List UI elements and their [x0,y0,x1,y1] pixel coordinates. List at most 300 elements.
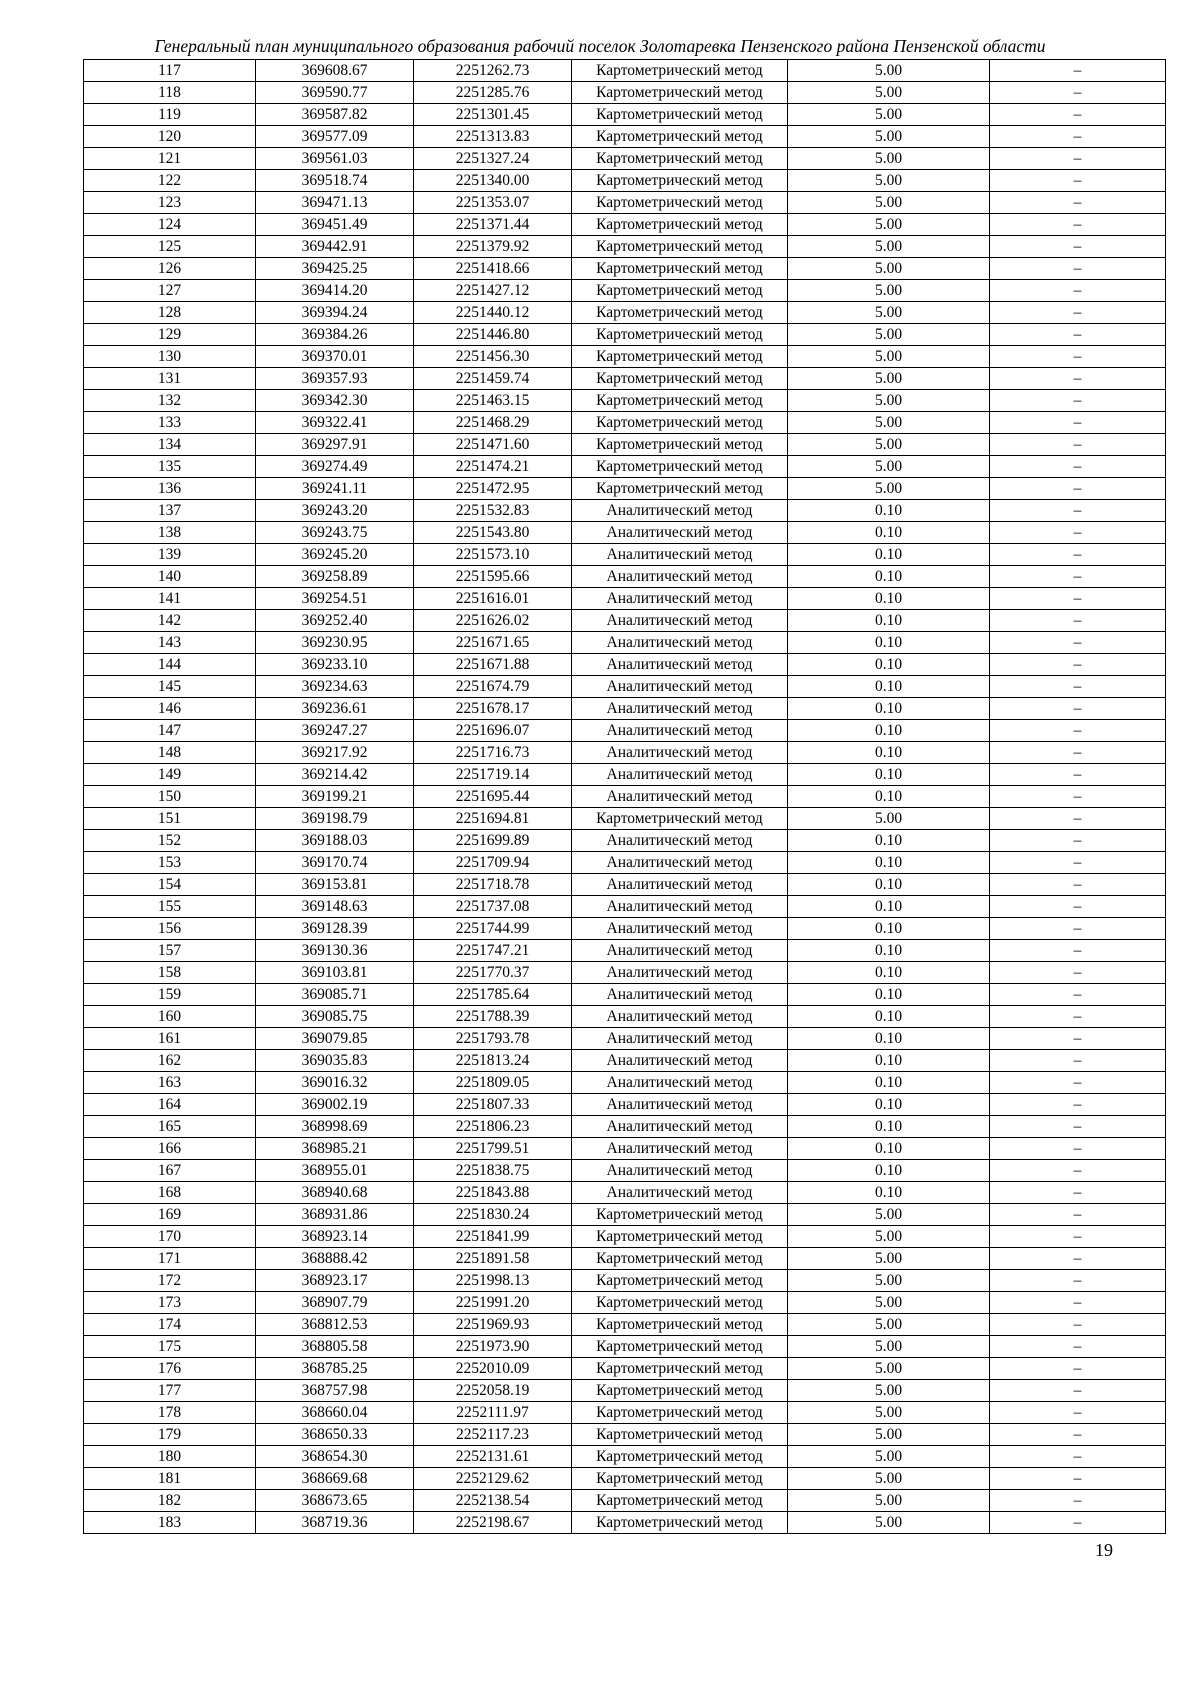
description-cell: – [990,1028,1166,1050]
point-number-cell: 181 [84,1468,256,1490]
x-coordinate-cell: 369198.79 [256,808,414,830]
description-cell: – [990,1160,1166,1182]
y-coordinate-cell: 2251471.60 [414,434,572,456]
y-coordinate-cell: 2251799.51 [414,1138,572,1160]
table-row [84,1512,1166,1534]
table-row [84,1468,1166,1490]
y-coordinate-cell: 2251813.24 [414,1050,572,1072]
method-cell: Картометрический метод [572,1270,788,1292]
method-cell: Картометрический метод [572,82,788,104]
accuracy-cell: 5.00 [788,82,990,104]
method-cell: Картометрический метод [572,1314,788,1336]
accuracy-cell: 5.00 [788,1468,990,1490]
y-coordinate-cell: 2251695.44 [414,786,572,808]
method-cell: Картометрический метод [572,148,788,170]
table-row [84,720,1166,742]
point-number-cell: 120 [84,126,256,148]
method-cell: Картометрический метод [572,456,788,478]
point-number-cell: 137 [84,500,256,522]
description-cell: – [990,654,1166,676]
accuracy-cell: 5.00 [788,1248,990,1270]
description-cell: – [990,962,1166,984]
description-cell: – [990,346,1166,368]
description-cell: – [990,60,1166,82]
accuracy-cell: 0.10 [788,764,990,786]
x-coordinate-cell: 369577.09 [256,126,414,148]
y-coordinate-cell: 2251285.76 [414,82,572,104]
x-coordinate-cell: 369274.49 [256,456,414,478]
description-cell: – [990,1314,1166,1336]
point-number-cell: 183 [84,1512,256,1534]
description-cell: – [990,82,1166,104]
x-coordinate-cell: 369245.20 [256,544,414,566]
method-cell: Аналитический метод [572,742,788,764]
description-cell: – [990,104,1166,126]
accuracy-cell: 5.00 [788,1512,990,1534]
x-coordinate-cell: 369322.41 [256,412,414,434]
table-row [84,1160,1166,1182]
description-cell: – [990,478,1166,500]
x-coordinate-cell: 369170.74 [256,852,414,874]
description-cell: – [990,1490,1166,1512]
method-cell: Аналитический метод [572,874,788,896]
y-coordinate-cell: 2251327.24 [414,148,572,170]
method-cell: Картометрический метод [572,478,788,500]
table-row [84,104,1166,126]
method-cell: Аналитический метод [572,1094,788,1116]
point-number-cell: 148 [84,742,256,764]
description-cell: – [990,588,1166,610]
method-cell: Картометрический метод [572,280,788,302]
description-cell: – [990,918,1166,940]
accuracy-cell: 5.00 [788,1358,990,1380]
point-number-cell: 147 [84,720,256,742]
accuracy-cell: 0.10 [788,984,990,1006]
description-cell: – [990,192,1166,214]
accuracy-cell: 5.00 [788,236,990,258]
table-row [84,588,1166,610]
method-cell: Картометрический метод [572,1512,788,1534]
page-number: 19 [1095,1540,1113,1560]
description-cell: – [990,1424,1166,1446]
accuracy-cell: 5.00 [788,1446,990,1468]
accuracy-cell: 0.10 [788,500,990,522]
description-cell: – [990,434,1166,456]
point-number-cell: 142 [84,610,256,632]
accuracy-cell: 5.00 [788,1380,990,1402]
x-coordinate-cell: 368812.53 [256,1314,414,1336]
description-cell: – [990,1468,1166,1490]
point-number-cell: 160 [84,1006,256,1028]
description-cell: – [990,1292,1166,1314]
x-coordinate-cell: 369153.81 [256,874,414,896]
table-row [84,1402,1166,1424]
table-row [84,434,1166,456]
description-cell: – [990,1358,1166,1380]
method-cell: Аналитический метод [572,1006,788,1028]
description-cell: – [990,214,1166,236]
accuracy-cell: 0.10 [788,852,990,874]
point-number-cell: 146 [84,698,256,720]
accuracy-cell: 0.10 [788,830,990,852]
point-number-cell: 150 [84,786,256,808]
method-cell: Картометрический метод [572,324,788,346]
table-row [84,390,1166,412]
y-coordinate-cell: 2251891.58 [414,1248,572,1270]
table-row [84,280,1166,302]
x-coordinate-cell: 369425.25 [256,258,414,280]
x-coordinate-cell: 369217.92 [256,742,414,764]
point-number-cell: 174 [84,1314,256,1336]
description-cell: – [990,390,1166,412]
x-coordinate-cell: 369561.03 [256,148,414,170]
point-number-cell: 169 [84,1204,256,1226]
point-number-cell: 127 [84,280,256,302]
method-cell: Картометрический метод [572,1380,788,1402]
point-number-cell: 144 [84,654,256,676]
point-number-cell: 173 [84,1292,256,1314]
y-coordinate-cell: 2251770.37 [414,962,572,984]
page-header: Генеральный план муниципального образования рабочий поселок Золотаревка Пензенского района Пензенской области [154,36,1046,56]
description-cell: – [990,566,1166,588]
point-number-cell: 153 [84,852,256,874]
y-coordinate-cell: 2251616.01 [414,588,572,610]
method-cell: Аналитический метод [572,654,788,676]
table-row [84,940,1166,962]
description-cell: – [990,786,1166,808]
point-number-cell: 180 [84,1446,256,1468]
accuracy-cell: 0.10 [788,720,990,742]
x-coordinate-cell: 369297.91 [256,434,414,456]
y-coordinate-cell: 2252198.67 [414,1512,572,1534]
table-row [84,544,1166,566]
point-number-cell: 143 [84,632,256,654]
x-coordinate-cell: 369471.13 [256,192,414,214]
y-coordinate-cell: 2251696.07 [414,720,572,742]
description-cell: – [990,1270,1166,1292]
point-number-cell: 168 [84,1182,256,1204]
accuracy-cell: 5.00 [788,1314,990,1336]
accuracy-cell: 0.10 [788,1072,990,1094]
accuracy-cell: 5.00 [788,302,990,324]
description-cell: – [990,1094,1166,1116]
point-number-cell: 176 [84,1358,256,1380]
description-cell: – [990,500,1166,522]
x-coordinate-cell: 369035.83 [256,1050,414,1072]
accuracy-cell: 5.00 [788,1402,990,1424]
description-cell: – [990,1204,1166,1226]
accuracy-cell: 0.10 [788,1006,990,1028]
point-number-cell: 124 [84,214,256,236]
table-row [84,1204,1166,1226]
accuracy-cell: 0.10 [788,1138,990,1160]
table-body [84,60,1166,1534]
method-cell: Картометрический метод [572,1446,788,1468]
description-cell: – [990,324,1166,346]
method-cell: Аналитический метод [572,984,788,1006]
point-number-cell: 167 [84,1160,256,1182]
table-row [84,1490,1166,1512]
table-row [84,676,1166,698]
accuracy-cell: 0.10 [788,676,990,698]
method-cell: Картометрический метод [572,258,788,280]
point-number-cell: 157 [84,940,256,962]
table-row [84,1226,1166,1248]
description-cell: – [990,1116,1166,1138]
x-coordinate-cell: 369243.20 [256,500,414,522]
method-cell: Аналитический метод [572,1160,788,1182]
x-coordinate-cell: 369587.82 [256,104,414,126]
y-coordinate-cell: 2251340.00 [414,170,572,192]
accuracy-cell: 0.10 [788,940,990,962]
point-number-cell: 141 [84,588,256,610]
x-coordinate-cell: 368923.17 [256,1270,414,1292]
x-coordinate-cell: 369258.89 [256,566,414,588]
point-number-cell: 179 [84,1424,256,1446]
y-coordinate-cell: 2251262.73 [414,60,572,82]
method-cell: Картометрический метод [572,368,788,390]
y-coordinate-cell: 2251671.65 [414,632,572,654]
point-number-cell: 155 [84,896,256,918]
table-row [84,1094,1166,1116]
y-coordinate-cell: 2251418.66 [414,258,572,280]
y-coordinate-cell: 2251472.95 [414,478,572,500]
description-cell: – [990,148,1166,170]
description-cell: – [990,1072,1166,1094]
method-cell: Картометрический метод [572,390,788,412]
table-row [84,830,1166,852]
point-number-cell: 162 [84,1050,256,1072]
y-coordinate-cell: 2251998.13 [414,1270,572,1292]
x-coordinate-cell: 368785.25 [256,1358,414,1380]
y-coordinate-cell: 2251737.08 [414,896,572,918]
table-row [84,918,1166,940]
x-coordinate-cell: 369236.61 [256,698,414,720]
x-coordinate-cell: 369241.11 [256,478,414,500]
method-cell: Картометрический метод [572,1402,788,1424]
y-coordinate-cell: 2251744.99 [414,918,572,940]
method-cell: Картометрический метод [572,126,788,148]
description-cell: – [990,170,1166,192]
y-coordinate-cell: 2251532.83 [414,500,572,522]
table-row [84,456,1166,478]
x-coordinate-cell: 368669.68 [256,1468,414,1490]
point-number-cell: 161 [84,1028,256,1050]
description-cell: – [990,368,1166,390]
table-row [84,1336,1166,1358]
accuracy-cell: 5.00 [788,456,990,478]
point-number-cell: 152 [84,830,256,852]
x-coordinate-cell: 369016.32 [256,1072,414,1094]
table-row [84,258,1166,280]
table-row [84,1072,1166,1094]
x-coordinate-cell: 369128.39 [256,918,414,940]
table-row [84,500,1166,522]
method-cell: Картометрический метод [572,1424,788,1446]
table-row [84,1446,1166,1468]
y-coordinate-cell: 2251427.12 [414,280,572,302]
x-coordinate-cell: 369384.26 [256,324,414,346]
accuracy-cell: 0.10 [788,896,990,918]
x-coordinate-cell: 369414.20 [256,280,414,302]
point-number-cell: 163 [84,1072,256,1094]
description-cell: – [990,1050,1166,1072]
x-coordinate-cell: 369188.03 [256,830,414,852]
x-coordinate-cell: 368805.58 [256,1336,414,1358]
table-row [84,632,1166,654]
accuracy-cell: 5.00 [788,412,990,434]
table-row [84,1006,1166,1028]
accuracy-cell: 0.10 [788,632,990,654]
description-cell: – [990,808,1166,830]
point-number-cell: 145 [84,676,256,698]
description-cell: – [990,1336,1166,1358]
point-number-cell: 118 [84,82,256,104]
point-number-cell: 166 [84,1138,256,1160]
description-cell: – [990,830,1166,852]
x-coordinate-cell: 369608.67 [256,60,414,82]
point-number-cell: 156 [84,918,256,940]
table-row [84,478,1166,500]
accuracy-cell: 5.00 [788,148,990,170]
description-cell: – [990,412,1166,434]
y-coordinate-cell: 2251671.88 [414,654,572,676]
description-cell: – [990,1006,1166,1028]
accuracy-cell: 0.10 [788,566,990,588]
point-number-cell: 164 [84,1094,256,1116]
y-coordinate-cell: 2251543.80 [414,522,572,544]
table-row [84,1116,1166,1138]
table-row [84,742,1166,764]
x-coordinate-cell: 368650.33 [256,1424,414,1446]
table-row [84,302,1166,324]
table-row [84,1028,1166,1050]
point-number-cell: 130 [84,346,256,368]
y-coordinate-cell: 2251353.07 [414,192,572,214]
point-number-cell: 134 [84,434,256,456]
point-number-cell: 159 [84,984,256,1006]
x-coordinate-cell: 369357.93 [256,368,414,390]
table-row [84,1380,1166,1402]
description-cell: – [990,522,1166,544]
x-coordinate-cell: 369085.71 [256,984,414,1006]
x-coordinate-cell: 368757.98 [256,1380,414,1402]
accuracy-cell: 5.00 [788,478,990,500]
y-coordinate-cell: 2251719.14 [414,764,572,786]
method-cell: Картометрический метод [572,214,788,236]
description-cell: – [990,742,1166,764]
description-cell: – [990,1446,1166,1468]
x-coordinate-cell: 369214.42 [256,764,414,786]
table-row [84,1182,1166,1204]
description-cell: – [990,1248,1166,1270]
point-number-cell: 154 [84,874,256,896]
y-coordinate-cell: 2251674.79 [414,676,572,698]
x-coordinate-cell: 368931.86 [256,1204,414,1226]
point-number-cell: 122 [84,170,256,192]
accuracy-cell: 0.10 [788,1094,990,1116]
accuracy-cell: 5.00 [788,1292,990,1314]
y-coordinate-cell: 2251747.21 [414,940,572,962]
point-number-cell: 149 [84,764,256,786]
point-number-cell: 139 [84,544,256,566]
x-coordinate-cell: 369342.30 [256,390,414,412]
y-coordinate-cell: 2251991.20 [414,1292,572,1314]
accuracy-cell: 5.00 [788,808,990,830]
description-cell: – [990,940,1166,962]
method-cell: Аналитический метод [572,962,788,984]
accuracy-cell: 0.10 [788,742,990,764]
y-coordinate-cell: 2251807.33 [414,1094,572,1116]
accuracy-cell: 0.10 [788,1050,990,1072]
y-coordinate-cell: 2251301.45 [414,104,572,126]
x-coordinate-cell: 369130.36 [256,940,414,962]
accuracy-cell: 5.00 [788,170,990,192]
x-coordinate-cell: 369451.49 [256,214,414,236]
method-cell: Аналитический метод [572,1116,788,1138]
x-coordinate-cell: 369230.95 [256,632,414,654]
x-coordinate-cell: 369243.75 [256,522,414,544]
point-number-cell: 132 [84,390,256,412]
method-cell: Картометрический метод [572,60,788,82]
point-number-cell: 171 [84,1248,256,1270]
method-cell: Картометрический метод [572,1358,788,1380]
table-row [84,214,1166,236]
description-cell: – [990,1512,1166,1534]
y-coordinate-cell: 2252111.97 [414,1402,572,1424]
table-row [84,170,1166,192]
x-coordinate-cell: 369518.74 [256,170,414,192]
table-row [84,698,1166,720]
method-cell: Картометрический метод [572,1292,788,1314]
y-coordinate-cell: 2251841.99 [414,1226,572,1248]
x-coordinate-cell: 368654.30 [256,1446,414,1468]
point-number-cell: 125 [84,236,256,258]
description-cell: – [990,1138,1166,1160]
y-coordinate-cell: 2251973.90 [414,1336,572,1358]
point-number-cell: 126 [84,258,256,280]
y-coordinate-cell: 2251678.17 [414,698,572,720]
method-cell: Картометрический метод [572,104,788,126]
method-cell: Аналитический метод [572,610,788,632]
accuracy-cell: 5.00 [788,192,990,214]
table-row [84,1270,1166,1292]
description-cell: – [990,896,1166,918]
x-coordinate-cell: 369233.10 [256,654,414,676]
table-row [84,192,1166,214]
accuracy-cell: 5.00 [788,60,990,82]
accuracy-cell: 5.00 [788,1270,990,1292]
method-cell: Аналитический метод [572,720,788,742]
point-number-cell: 129 [84,324,256,346]
point-number-cell: 178 [84,1402,256,1424]
point-number-cell: 117 [84,60,256,82]
description-cell: – [990,236,1166,258]
accuracy-cell: 0.10 [788,588,990,610]
accuracy-cell: 0.10 [788,1116,990,1138]
method-cell: Аналитический метод [572,676,788,698]
table-row [84,324,1166,346]
x-coordinate-cell: 369079.85 [256,1028,414,1050]
method-cell: Аналитический метод [572,830,788,852]
description-cell: – [990,852,1166,874]
point-number-cell: 133 [84,412,256,434]
point-number-cell: 121 [84,148,256,170]
x-coordinate-cell: 369002.19 [256,1094,414,1116]
x-coordinate-cell: 369148.63 [256,896,414,918]
x-coordinate-cell: 368955.01 [256,1160,414,1182]
accuracy-cell: 0.10 [788,874,990,896]
